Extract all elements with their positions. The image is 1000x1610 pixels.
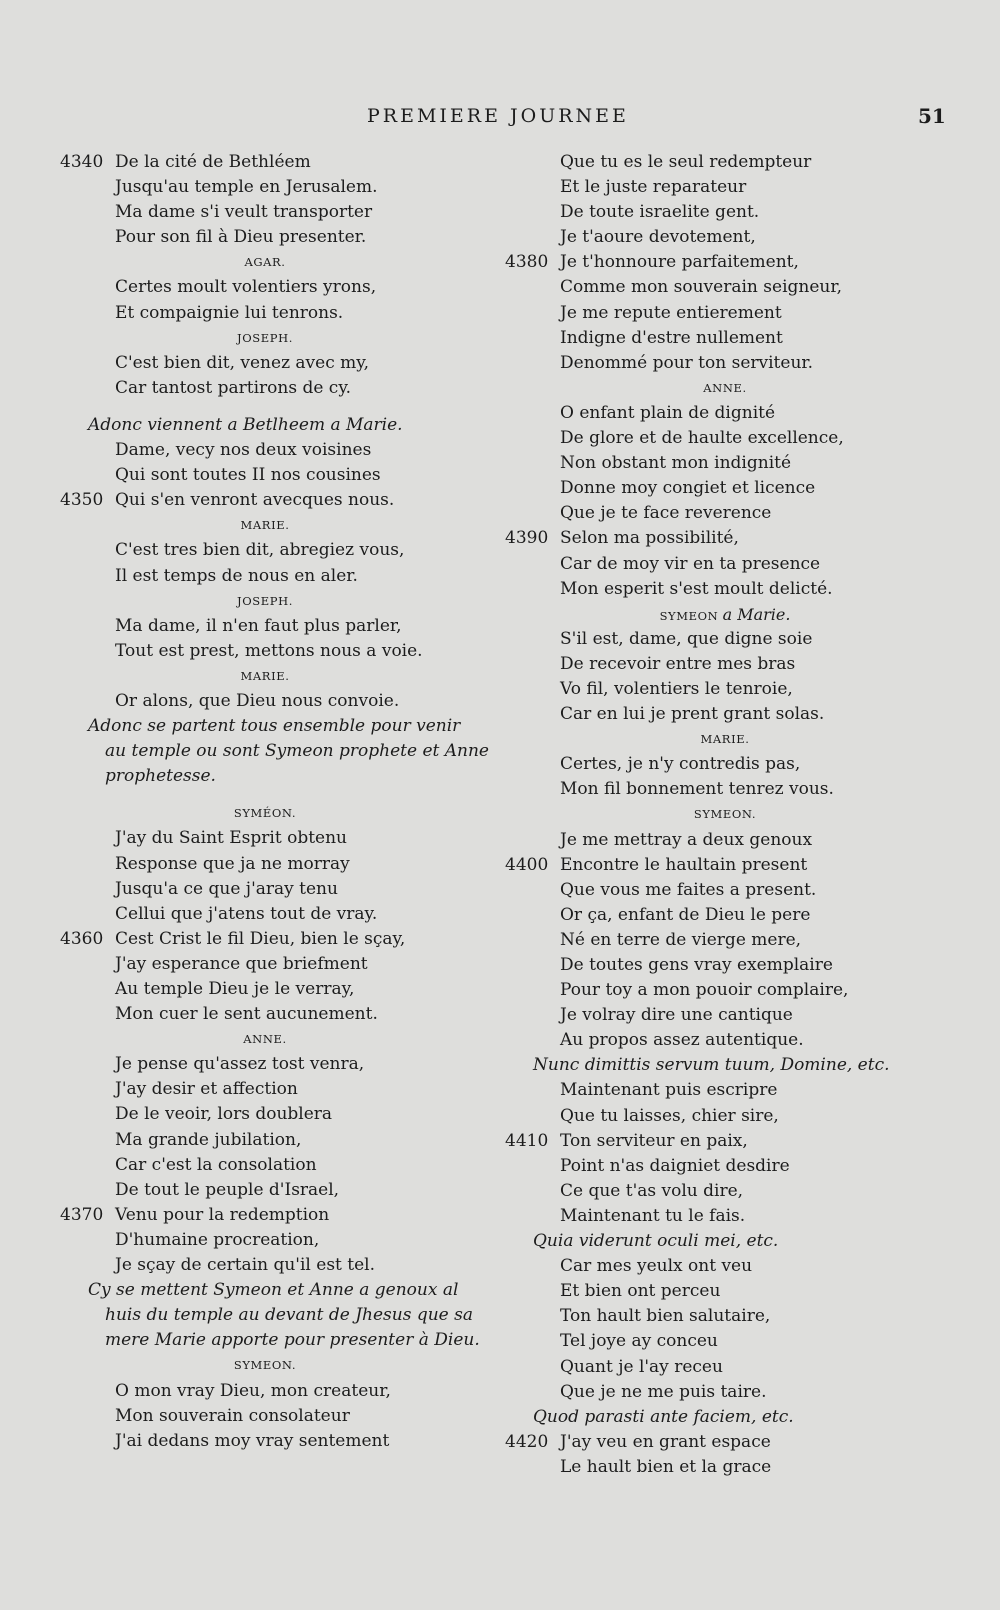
verse-line [505, 903, 905, 928]
line-text: Que tu laisses, chier sire, [560, 1105, 779, 1126]
line-text: Car c'est la consolation [115, 1154, 317, 1175]
speaker-name [505, 602, 905, 627]
verse-line [505, 1204, 905, 1229]
line-text: SYMEON. [233, 1358, 297, 1373]
line-text: De tout le peuple d'Israel, [115, 1179, 340, 1200]
line-text: Que je te face reverence [560, 503, 772, 524]
line-text: Donne moy congiet et licence [560, 478, 816, 499]
line-text: MARIE. [240, 518, 290, 533]
verse-number: 4420 [505, 1431, 549, 1452]
line-text: Quia viderunt oculi mei, etc. [533, 1231, 779, 1252]
line-text: J'ay du Saint Esprit obtenu [115, 828, 347, 849]
line-text: Au temple Dieu je le verray, [115, 979, 355, 999]
verse-line [505, 200, 905, 225]
line-text: Comme mon souverain seigneur, [560, 277, 843, 298]
line-text: Cest Crist le fil Dieu, bien le sçay, [115, 928, 406, 949]
line-text: Car de moy vir en ta presence [560, 553, 821, 574]
stage-direction [505, 1229, 905, 1254]
line-text: Response que ja ne morray [115, 853, 350, 874]
verse-line [60, 639, 500, 664]
spacer [60, 789, 500, 801]
verse-line [60, 463, 500, 488]
verse-line [60, 488, 500, 513]
line-text: JOSEPH. [237, 330, 293, 345]
line-text: C'est bien dit, venez avec my, [115, 352, 370, 373]
verse-line [505, 351, 905, 376]
line-text: Maintenant tu le fais. [560, 1205, 746, 1226]
line-text: Indigne d'estre nullement [560, 327, 783, 348]
verse-line [505, 1129, 905, 1154]
line-text: Ton hault bien salutaire, [560, 1306, 771, 1327]
verse-line [505, 1279, 905, 1304]
speaker-name [60, 589, 500, 614]
line-text: Quant je l'ay receu [560, 1356, 723, 1377]
verse-line [60, 275, 500, 300]
verse-line [60, 1077, 500, 1102]
line-text: J'ay veu en grant espace [560, 1431, 771, 1452]
line-text: Ton serviteur en paix, [560, 1130, 748, 1151]
line-text: Encontre le haultain present [560, 854, 808, 875]
verse-line [505, 978, 905, 1003]
line-text: Car tantost partirons de cy. [115, 377, 352, 398]
line-text: Adonc viennent a Betlheem a Marie. [88, 414, 403, 435]
verse-line [505, 1154, 905, 1179]
line-text: De toutes gens vray exemplaire [560, 955, 833, 975]
verse-line [505, 150, 905, 175]
verse-number: 4350 [60, 490, 104, 511]
line-text: huis du temple au devant de Jhesus que sa [105, 1305, 473, 1326]
verse-line [60, 1002, 500, 1027]
verse-line [60, 1379, 500, 1404]
verse-line [60, 902, 500, 927]
line-text: Je t'aoure devotement, [560, 227, 756, 248]
line-text: Denommé pour ton serviteur. [560, 352, 814, 373]
verse-line [505, 1254, 905, 1279]
verse-line [60, 927, 500, 952]
line-text: Je me repute entierement [560, 302, 782, 323]
stage-direction [60, 739, 500, 764]
verse-line [505, 401, 905, 426]
verse-line [505, 175, 905, 200]
line-text: Que vous me faites a present. [560, 879, 817, 900]
line-text: Or alons, que Dieu nous convoie. [115, 690, 400, 711]
speaker-name [60, 1027, 500, 1052]
verse-line [60, 438, 500, 463]
line-text: Mon fil bonnement tenrez vous. [560, 779, 834, 800]
verse-number: 4380 [505, 252, 549, 273]
line-text: J'ay desir et affection [115, 1079, 298, 1100]
line-text: Quod parasti ante faciem, etc. [533, 1406, 794, 1427]
verse-line [505, 451, 905, 476]
line-text: S'il est, dame, que digne soie [560, 628, 813, 649]
speaker-name [60, 1353, 500, 1378]
verse-line [505, 1179, 905, 1204]
line-text: MARIE. [700, 732, 750, 747]
verse-number: 4340 [60, 152, 104, 172]
line-text: Au propos assez autentique. [560, 1030, 804, 1051]
line-text: Certes, je n'y contredis pas, [560, 754, 801, 775]
verse-line [60, 852, 500, 877]
line-text: O enfant plain de dignité [560, 402, 776, 423]
line-text: Jusqu'au temple en Jerusalem. [115, 177, 378, 198]
line-text: JOSEPH. [237, 593, 293, 608]
line-text: Point n'as daigniet desdire [560, 1155, 790, 1176]
verse-number: 4390 [505, 528, 549, 549]
verse-line [505, 552, 905, 577]
line-text: Et bien ont perceu [560, 1281, 721, 1302]
verse-line [60, 538, 500, 563]
verse-line [505, 928, 905, 953]
speaker-name [505, 376, 905, 401]
line-text: Mon esperit s'est moult delicté. [560, 578, 833, 599]
verse-line [505, 828, 905, 853]
verse-line [60, 1228, 500, 1253]
page-header [0, 105, 1000, 135]
line-text: O mon vray Dieu, mon createur, [115, 1380, 391, 1401]
line-text: Certes moult volentiers yrons, [115, 277, 377, 298]
verse-line [60, 614, 500, 639]
line-text: Venu pour la redemption [115, 1204, 330, 1225]
line-text: De le veoir, lors doublera [115, 1104, 333, 1125]
line-text: Ma dame, il n'en faut plus parler, [115, 615, 402, 636]
stage-direction [60, 714, 500, 739]
line-text: Et compaignie lui tenrons. [115, 302, 344, 323]
verse-line [505, 1430, 905, 1455]
speaker-name [60, 664, 500, 689]
verse-line [505, 627, 905, 652]
line-text: Vo fil, volentiers le tenroie, [560, 678, 793, 699]
line-text: Ce que t'as volu dire, [560, 1180, 744, 1201]
line-text: Mon cuer le sent aucunement. [115, 1004, 378, 1025]
running-title: PREMIERE JOURNEE [367, 105, 629, 127]
verse-line [60, 826, 500, 851]
line-text: Cellui que j'atens tout de vray. [115, 903, 378, 924]
line-text: Tel joye ay conceu [560, 1331, 718, 1352]
stage-direction [60, 413, 500, 438]
line-text: Je me mettray a deux genoux [560, 829, 813, 850]
line-text: Nunc dimittis servum tuum, Domine, etc. [533, 1055, 890, 1076]
verse-line [505, 1455, 905, 1480]
verse-line [505, 1003, 905, 1028]
verse-line [60, 1404, 500, 1429]
verse-line [505, 1329, 905, 1354]
verse-line [505, 526, 905, 551]
line-text: Non obstant mon indignité [560, 453, 792, 474]
line-text: ANNE. [243, 1032, 287, 1047]
line-text: Car mes yeulx ont veu [560, 1256, 753, 1277]
verse-line [60, 200, 500, 225]
line-text: AGAR. [244, 255, 286, 270]
verse-line [60, 150, 500, 175]
verse-number: 4360 [60, 928, 104, 949]
line-text: Pour son fil à Dieu presenter. [115, 227, 367, 248]
line-text: SYMEON. [693, 807, 757, 822]
verse-line [505, 1304, 905, 1329]
line-text: Que je ne me puis taire. [560, 1381, 767, 1402]
verse-line [60, 689, 500, 714]
verse-line [505, 853, 905, 878]
page-number: 51 [918, 104, 946, 128]
verse-line [505, 326, 905, 351]
verse-line [60, 225, 500, 250]
line-text: Tout est prest, mettons nous a voie. [115, 640, 423, 661]
line-text: Je t'honnoure parfaitement, [560, 252, 799, 273]
line-text: Ma dame s'i veult transporter [115, 202, 373, 223]
verse-line [60, 1153, 500, 1178]
verse-line [505, 225, 905, 250]
speaker-name [505, 727, 905, 752]
line-text: De glore et de haulte excellence, [560, 428, 844, 449]
line-text: Je pense qu'assez tost venra, [115, 1054, 365, 1075]
verse-line [60, 1178, 500, 1203]
verse-line [505, 1104, 905, 1129]
line-text: Que tu es le seul redempteur [560, 152, 812, 172]
speaker-name [60, 250, 500, 275]
line-text: Né en terre de vierge mere, [560, 929, 802, 950]
line-text: Adonc se partent tous ensemble pour venir [88, 716, 461, 737]
verse-line [505, 1355, 905, 1380]
line-text: D'humaine procreation, [115, 1229, 320, 1250]
line-text: De recevoir entre mes bras [560, 653, 796, 674]
line-text: Je volray dire une cantique [560, 1005, 793, 1026]
line-text: SYMÉON. [233, 806, 297, 821]
verse-line [505, 476, 905, 501]
stage-direction [505, 1053, 905, 1078]
spacer [60, 401, 500, 413]
line-text: Cy se mettent Symeon et Anne a genoux al [88, 1280, 459, 1301]
line-text: Car en lui je prent grant solas. [560, 704, 825, 725]
verse-line [505, 426, 905, 451]
line-text: Je sçay de certain qu'il est tel. [115, 1255, 376, 1276]
verse-line [60, 977, 500, 1002]
verse-line [505, 1078, 905, 1103]
stage-direction [505, 1405, 905, 1430]
verse-line [60, 564, 500, 589]
verse-line [505, 1028, 905, 1053]
verse-line [60, 175, 500, 200]
line-text: Jusqu'a ce que j'aray tenu [115, 878, 338, 899]
verse-line [60, 1102, 500, 1127]
line-text: Pour toy a mon pouoir complaire, [560, 980, 849, 1001]
verse-line [60, 1052, 500, 1077]
verse-line [60, 376, 500, 401]
speaker-name [505, 802, 905, 827]
verse-line [505, 577, 905, 602]
verse-line [60, 351, 500, 376]
verse-line [505, 250, 905, 275]
line-text: J'ai dedans moy vray sentement [115, 1430, 390, 1451]
line-text: au temple ou sont Symeon prophete et Anne [105, 741, 489, 762]
verse-number: 4370 [60, 1204, 104, 1225]
speaker-name [60, 513, 500, 538]
verse-line [505, 301, 905, 326]
speaker-name [60, 801, 500, 826]
verse-line [505, 1380, 905, 1405]
line-text: ANNE. [703, 380, 747, 395]
line-text: C'est tres bien dit, abregiez vous, [115, 540, 405, 561]
verse-line [60, 1128, 500, 1153]
line-text: Ma grande jubilation, [115, 1129, 302, 1150]
verse-number: 4400 [505, 854, 549, 875]
verse-line [505, 275, 905, 300]
line-text: Mon souverain consolateur [115, 1405, 350, 1426]
line-text: Dame, vecy nos deux voisines [115, 440, 372, 461]
right-column [505, 150, 905, 1480]
line-text: J'ay esperance que briefment [115, 953, 368, 974]
speaker-name [60, 326, 500, 351]
line-text: Or ça, enfant de Dieu le pere [560, 904, 811, 925]
verse-line [60, 952, 500, 977]
line-text: Et le juste reparateur [560, 177, 747, 198]
line-text: De toute israelite gent. [560, 202, 760, 223]
line-text: Le hault bien et la grace [560, 1456, 772, 1477]
line-text: MARIE. [240, 668, 290, 683]
verse-line [60, 301, 500, 326]
line-text: Il est temps de nous en aler. [115, 565, 358, 586]
line-text: Qui sont toutes II nos cousines [115, 465, 381, 486]
stage-direction [60, 764, 500, 789]
line-text: prophetesse. [105, 766, 216, 787]
verse-line [60, 1429, 500, 1454]
verse-line [505, 652, 905, 677]
stage-direction [60, 1328, 500, 1353]
verse-line [60, 1253, 500, 1278]
verse-line [505, 501, 905, 526]
verse-line [505, 702, 905, 727]
verse-line [60, 877, 500, 902]
verse-line [505, 878, 905, 903]
line-text: Maintenant puis escripre [560, 1080, 778, 1101]
verse-number: 4410 [505, 1130, 549, 1151]
line-text: SYMEON [659, 608, 719, 623]
line-text: Selon ma possibilité, [560, 528, 739, 549]
stage-direction [60, 1303, 500, 1328]
verse-line [505, 777, 905, 802]
verse-line [505, 953, 905, 978]
line-text: mere Marie apporte pour presenter à Dieu. [105, 1330, 480, 1351]
line-text: De la cité de Bethléem [115, 152, 311, 172]
speaker-addressee: a Marie. [722, 604, 791, 624]
verse-line [60, 1203, 500, 1228]
line-text: Qui s'en venront avecques nous. [115, 490, 395, 511]
stage-direction [60, 1278, 500, 1303]
verse-line [505, 752, 905, 777]
verse-line [505, 677, 905, 702]
left-column [60, 150, 500, 1454]
